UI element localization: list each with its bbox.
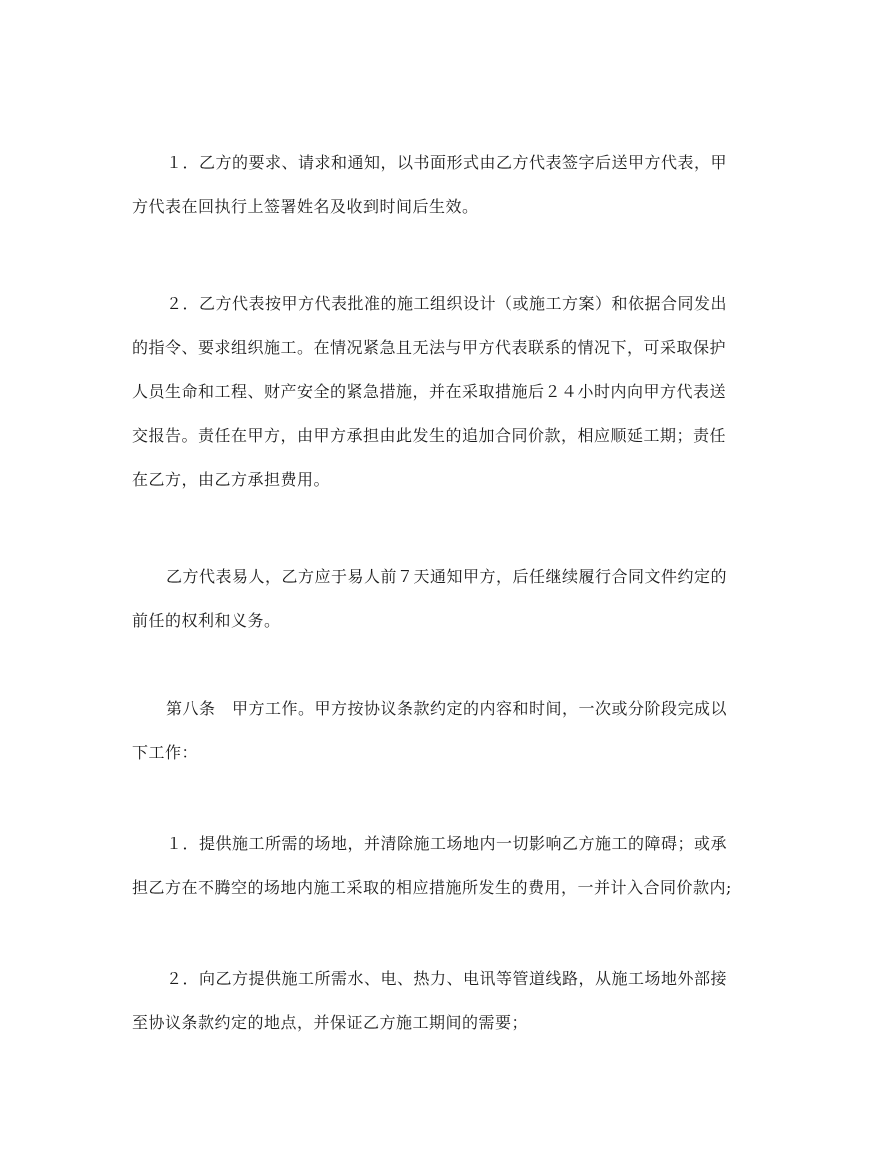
- paragraph-clause-2: [132, 282, 772, 502]
- paragraph-item-2: [132, 957, 772, 1045]
- paragraph-line: 至协议条款约定的地点，并保证乙方施工期间的需要；: [132, 1013, 529, 1032]
- paragraph-line: １．提供施工所需的场地，并清除施工场地内一切影响乙方施工的障碍；或承: [166, 834, 728, 853]
- paragraph-line: 前任的权利和义务。: [132, 611, 281, 630]
- paragraph-line: 交报告。责任在甲方，由甲方承担由此发生的追加合同价款，相应顺延工期；责任: [132, 426, 727, 445]
- paragraph-line: １．乙方的要求、请求和通知，以书面形式由乙方代表签字后送甲方代表，甲: [166, 153, 728, 172]
- paragraph-article-8: [132, 687, 772, 775]
- paragraph-line: 方代表在回执行上签署姓名及收到时间后生效。: [132, 197, 479, 216]
- paragraph-representative-change: [132, 555, 772, 643]
- paragraph-item-1: [132, 822, 772, 910]
- paragraph-line: 乙方代表易人，乙方应于易人前７天通知甲方，后任继续履行合同文件约定的: [166, 567, 728, 586]
- paragraph-line: 的指令、要求组织施工。在情况紧急且无法与甲方代表联系的情况下，可采取保护: [132, 338, 727, 357]
- paragraph-line: 第八条 甲方工作。甲方按协议条款约定的内容和时间，一次或分阶段完成以: [166, 699, 728, 718]
- paragraph-line: 在乙方，由乙方承担费用。: [132, 470, 331, 489]
- paragraph-line: 担乙方在不腾空的场地内施工采取的相应措施所发生的费用，一并计入合同价款内;: [132, 878, 732, 897]
- paragraph-line: ２．向乙方提供施工所需水、电、热力、电讯等管道线路，从施工场地外部接: [166, 969, 728, 988]
- paragraph-line: 下工作：: [132, 743, 199, 762]
- paragraph-clause-1: [132, 141, 772, 229]
- paragraph-line: 人员生命和工程、财产安全的紧急措施，并在采取措施后２４小时内向甲方代表送: [132, 382, 727, 401]
- paragraph-line: ２．乙方代表按甲方代表批准的施工组织设计（或施工方案）和依据合同发出: [166, 294, 728, 313]
